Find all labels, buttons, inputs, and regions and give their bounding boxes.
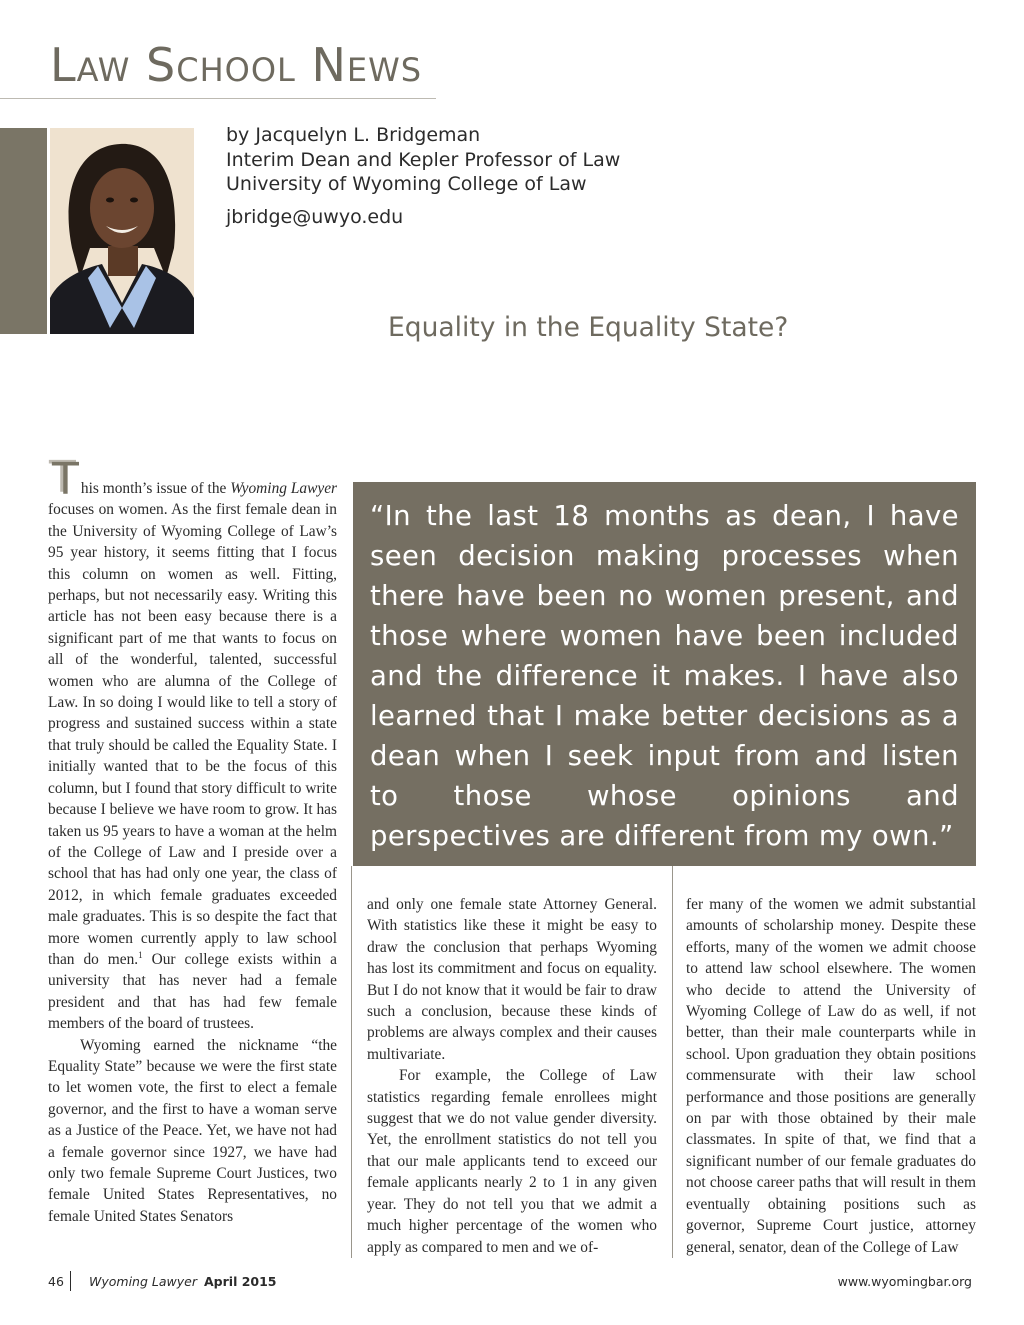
pull-quote-box <box>353 482 976 866</box>
author-affiliation: University of Wyoming College of Law <box>226 173 587 195</box>
paragraph: For example, the College of Law statistics regarding female enrollees might suggest that we do not value gender diversity. Yet, the enrollment statistics do not tell you that our male applicants tend to exceed our female applicants nearly 2 to 1 in any given year. They do not tell you that we admit a much higher percentage of the women who apply as compared to men and we of- <box>367 1067 657 1256</box>
page-footer <box>48 1274 976 1294</box>
footnote-ref[interactable]: 1 <box>138 949 143 960</box>
article-title: Equality in the Equality State? <box>388 312 789 343</box>
footer-publication: Wyoming Lawyer <box>89 1274 197 1289</box>
paragraph: fer many of the women we admit substantial amounts of scholarship money. Despite these efforts, many of the women we admit choose to attend law school elsewhere. The women who decide to attend the University of Wyoming College of Law do as well, if not better, than their male counterparts while in school. Upon graduation they obtain positions commensurate with their law school performance and those positions are generally on par with those obtained by their male classmates. In spite of that, we find that a significant number of our female graduates do not choose career paths that will result in them eventually obtaining positions such as governor, Supreme Court justice, attorney general, senator, dean of the College of Law <box>686 896 976 1256</box>
article-column-1 <box>48 454 338 1227</box>
article-column-2 <box>367 894 657 1258</box>
page-number: 46 <box>48 1274 64 1289</box>
author-byline <box>226 123 620 229</box>
title-rule <box>0 98 436 99</box>
author-position: Interim Dean and Kepler Professor of Law <box>226 148 621 171</box>
author-email-link[interactable]: jbridge@uwyo.edu <box>226 205 404 228</box>
column-divider <box>672 866 673 1258</box>
text-run: his month’s issue of the <box>80 480 231 497</box>
drop-cap: T <box>52 454 79 505</box>
article-column-3 <box>686 894 976 1258</box>
text-run: Our college exists within a university that has never had a female president and that has had few female members of the board of trustees. <box>48 950 337 1033</box>
paragraph <box>48 454 338 1035</box>
footer-divider <box>70 1271 71 1291</box>
pull-quote-text: “In the last 18 months as dean, I have seen decision making processes when there have been no women present, and those where women have been included and the difference it makes. I have also learned that I make better decisions as a dean when I seek input from and listen to those whose opinions and perspectives are different from my own.” <box>370 500 959 852</box>
section-title: Law School News <box>50 38 423 92</box>
author-name: by Jacquelyn L. Bridgeman <box>226 124 481 146</box>
paragraph: Wyoming earned the nickname “the Equality State” because we were the first state to let women vote, the first to elect a female governor, and the first to have a woman serve as a Justice of the Peace. Yet, we have not had a female governor since 1927, we have had only two female Supreme Court Justices, two female United States Representatives, no female United States Senators <box>48 1036 337 1225</box>
footer-date: April 2015 <box>204 1274 277 1289</box>
text-run: focuses on women. As the first female dean in the University of Wyoming College of Law’s 95 year history, it seems fitting that I focus this column on women as well. Fitting, perhaps, but not necessarily easy. Writing this article has not been easy because there is a significant part of me that wants to focus on all of the wonderful, talented, successful women who are alumna of the College of Law. In so doing I would like to tell a story of progress and sustained success within a state that truly should be called the Equality State. I initially wanted that to be the focus of this column, but I found that story difficult to write because I believe we have room to grow. It has taken us 95 years to have a woman at the helm of the College of Law and I preside over a school that has had only one year, the class of 2012, in which female graduates exceeded male graduates. This is so despite the fact that more women currently apply to law school than do men. <box>48 501 337 968</box>
accent-side-bar <box>0 128 47 334</box>
author-photo <box>50 128 194 334</box>
footer-url-link[interactable]: www.wyomingbar.org <box>837 1274 972 1289</box>
paragraph: and only one female state Attorney General. With statistics like these it might be easy to draw the conclusion that perhaps Wyoming has lost its commitment and focus on equality. But I do not know that it would be fair to draw such a conclusion, because these kinds of problems are always complex and their causes multivariate. <box>367 896 657 1063</box>
column-divider <box>351 866 352 1258</box>
publication-name: Wyoming Lawyer <box>230 480 338 497</box>
